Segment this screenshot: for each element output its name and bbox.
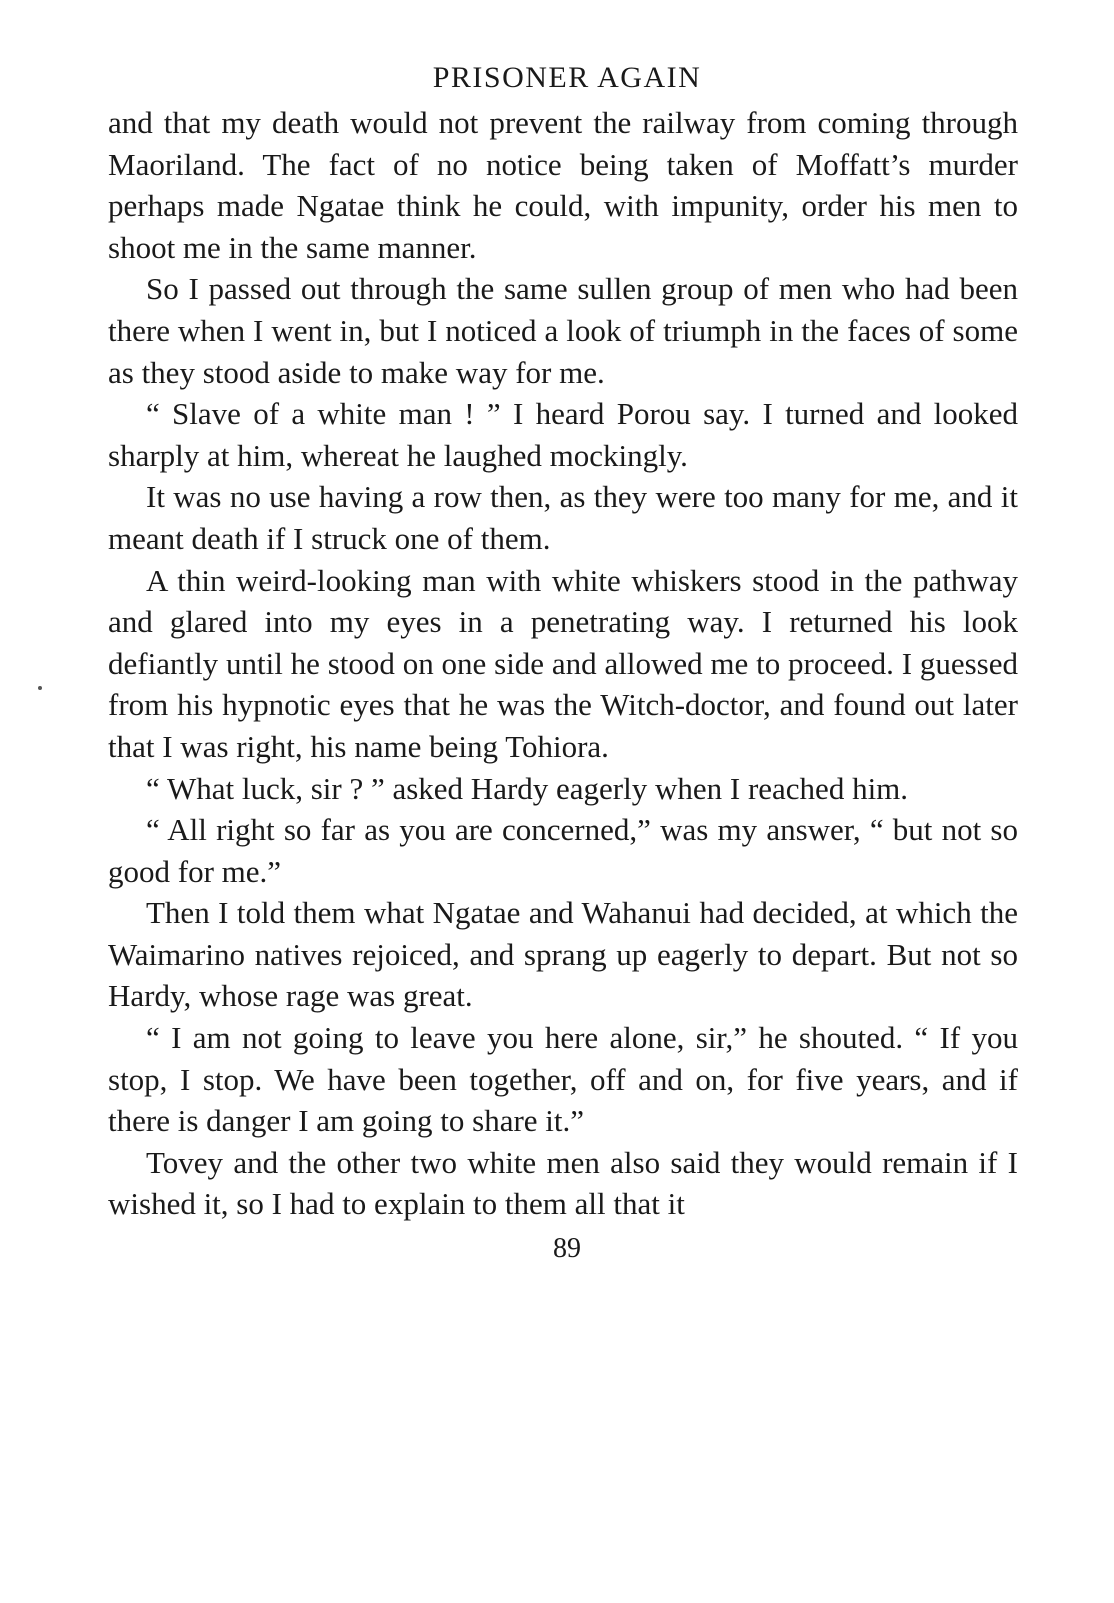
paragraph: It was no use having a row then, as they were too many for me, and it meant death if I struck one of them. <box>108 479 1018 556</box>
book-page <box>108 58 1018 1269</box>
running-head: PRISONER AGAIN <box>432 61 702 94</box>
paragraph: “ Slave of a white man ! ” I heard Porou say. I turned and looked sharply at him, whereat he laughed mockingly. <box>108 396 1018 473</box>
body-text <box>108 102 1018 1225</box>
paragraph: Then I told them what Ngatae and Wahanui had decided, at which the Waimarino natives rejoiced, and sprang up eagerly to depart. But not so Hardy, whose rage was great. <box>108 895 1018 1014</box>
paragraph: A thin weird-looking man with white whiskers stood in the pathway and glared into my eyes in a penetrating way. I returned his look defiantly until he stood on one side and allowed me to proceed. I guessed from his hypnotic eyes that he was the Witch-doctor, and found out later that I was right, his name being Tohiora. <box>108 562 1018 764</box>
paragraph: Tovey and the other two white men also said they would remain if I wished it, so I had to explain to them all that it <box>108 1144 1018 1222</box>
paragraph-continued: and that my death would not prevent the railway from coming through Maoriland. The fact of no notice being taken of Moffatt’s murder perhaps made Ngatae think he could, with impunity, order his men to shoot me in the same manner. <box>108 105 1018 265</box>
paragraph: “ All right so far as you are concerned,” was my answer, “ but not so good for me.” <box>108 812 1018 889</box>
paragraph: “ I am not going to leave you here alone, sir,” he shouted. “ If you stop, I stop. We have been together, off and on, for five years, and if there is danger I am going to share it.” <box>108 1020 1018 1139</box>
page-number: 89 <box>553 1233 581 1265</box>
paragraph: “ What luck, sir ? ” asked Hardy eagerly when I reached him. <box>146 770 909 806</box>
paragraph: So I passed out through the same sullen group of men who had been there when I went in, but I noticed a look of triumph in the faces of some as they stood aside to make way for me. <box>108 271 1018 390</box>
stray-ink-mark <box>38 686 42 690</box>
